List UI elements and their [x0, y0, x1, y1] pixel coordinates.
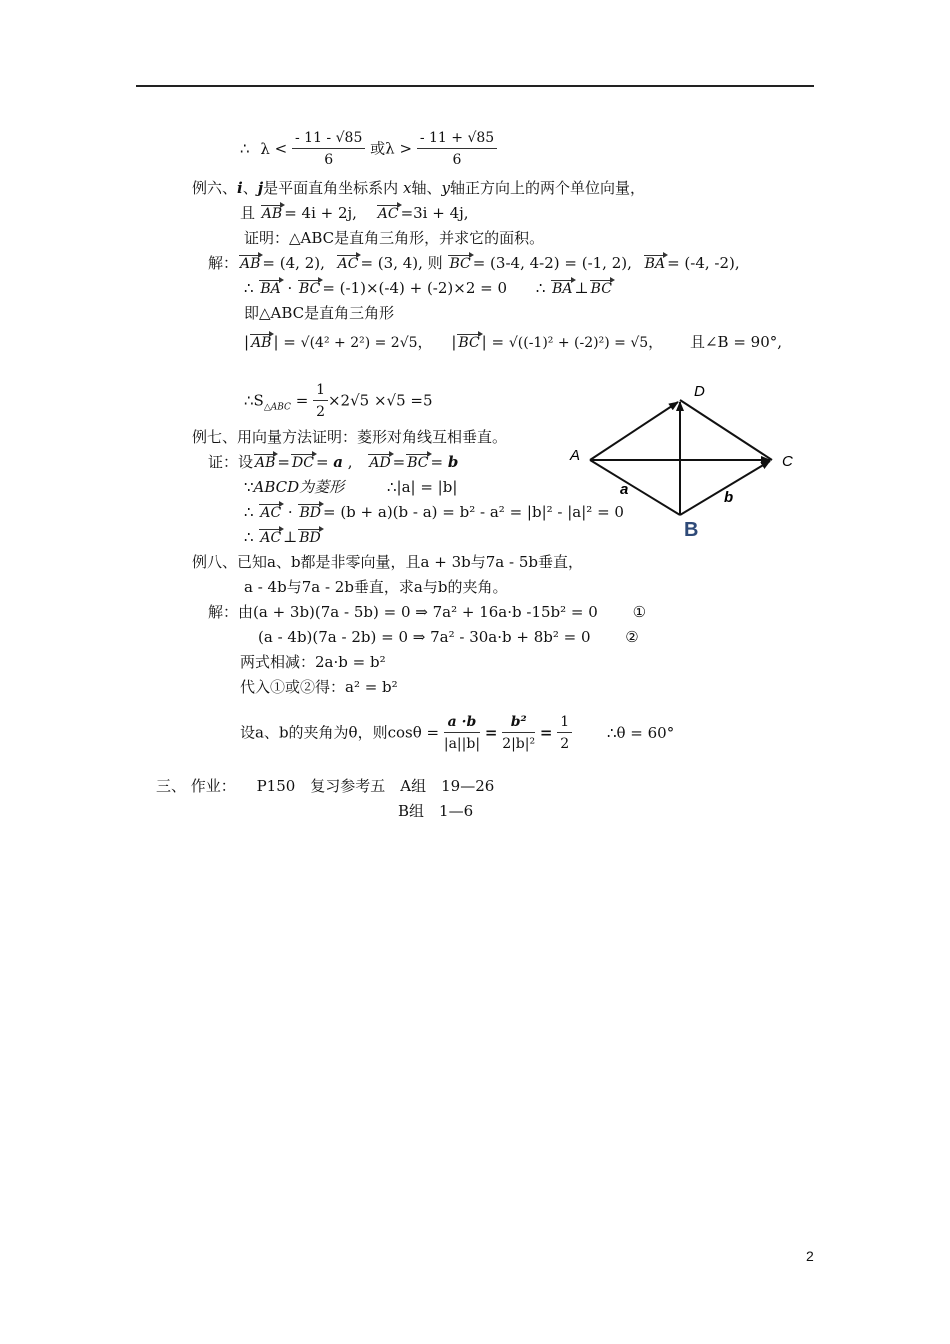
ex7-dot: ∴ AC · BD = (b + a)(b - a) = b² - a² = |b|² - |a|² = 0 — [244, 503, 624, 521]
label-b: b — [724, 489, 734, 506]
ex7-rhombus: ∵ABCD为菱形 ∴|a| = |b| — [244, 478, 458, 496]
fraction-cos: $\frac{a \cdot b}{|a||b|}$ — [443, 714, 481, 752]
edge-DC — [680, 400, 772, 460]
lambda-inequality: ∴ λ < $\frac{- 11 - √85}{6}$ 或λ > $\frac{- 11 + √85}{6}$ — [240, 128, 497, 171]
edge-BC — [680, 461, 770, 515]
edge-AB — [590, 460, 680, 515]
ex6-area: $\therefore S_{\triangle ABC}$ = $\frac{1}{2}$ ×2√5 ×√5 =5 — [244, 380, 433, 423]
ex8-eq2: (a - 4b)(7a - 2b) = 0 ⇒ 7a² - 30a·b + 8b² = 0 ② — [258, 628, 639, 646]
ex6-magnitudes: | AB | = √(4² + 2²) = 2√5， | BC | = √((-1)² + (-2)²) = √5， 且∠B = 90°, — [244, 333, 783, 351]
ex7-setup: 证：设 AB = DC = a , AD = BC = b — [208, 453, 459, 471]
ex7-statement: 例七、用向量方法证明：菱形对角线互相垂直。 — [192, 428, 508, 446]
label-B: B — [684, 519, 699, 541]
ex6-dot-product: ∴ BA · BC = (-1)×(-4) + (-2)×2 = 0 ∴ BA ⊥ BC — [244, 279, 612, 297]
ex8-statement-2: a - 4b与7a - 2b垂直，求a与b的夹角。 — [244, 578, 508, 596]
ex8-plug: 代入①或②得：a² = b² — [240, 678, 398, 696]
fraction-b2: $\frac{\text{b²}}{\text{2|b|²}}$ — [502, 714, 536, 752]
page-number: 2 — [806, 1248, 814, 1264]
edge-AD — [590, 402, 678, 460]
ex6-given: 且 AB = 4i + 2j, AC =3i + 4j, — [240, 204, 469, 222]
ex6-prove: 证明：△ABC是直角三角形，并求它的面积。 — [244, 229, 545, 247]
ex7-perp: ∴ AC ⊥ BD — [244, 528, 321, 546]
ex8-angle: 设a、b的夹角为θ，则cosθ = $\frac{a \cdot b}{|a||b|}$ = $\frac{\text{b²}}{\text{2|b|²}}$ = $\frac{1}{2}$ ∴θ = 60° — [240, 712, 674, 755]
label-a: a — [620, 481, 629, 498]
rhombus-diagram — [560, 378, 810, 543]
ex8-subtract: 两式相减：2a·b = b² — [240, 653, 386, 671]
ex6-right-triangle: 即△ABC是直角三角形 — [244, 304, 395, 322]
vector-AB: AB — [261, 206, 283, 222]
homework-line1: 三、 作业： P150 复习参考五 A组 19—26 — [156, 777, 495, 795]
fraction: $\frac{- 11 - √85}{6}$ — [292, 128, 365, 171]
ex6-statement: 例六、i、j是平面直角坐标系内 x轴、y轴正方向上的两个单位向量， — [192, 179, 645, 197]
vector-AC: AC — [377, 206, 399, 222]
homework-line2: B组 1—6 — [398, 802, 474, 820]
ex6-solution-line1: 解： AB = (4, 2), AC = (3, 4), 则 BC = (3-4, 4-2) = (-1, 2), BA = (-4, -2), — [208, 254, 740, 272]
label-A: A — [570, 447, 581, 464]
ex8-eq1: 解：由(a + 3b)(7a - 5b) = 0 ⇒ 7a² + 16a·b -15b² = 0 ① — [208, 603, 647, 621]
header-rule — [136, 85, 814, 87]
label-D: D — [694, 383, 705, 400]
fraction-half: $\frac{1}{2}$ — [557, 712, 572, 755]
label-C: C — [782, 453, 793, 470]
ex8-statement: 例八、已知a、b都是非零向量，且a + 3b与7a - 5b垂直， — [192, 553, 583, 571]
fraction-half: $\frac{1}{2}$ — [313, 380, 328, 423]
fraction: $\frac{- 11 + √85}{6}$ — [417, 128, 497, 171]
